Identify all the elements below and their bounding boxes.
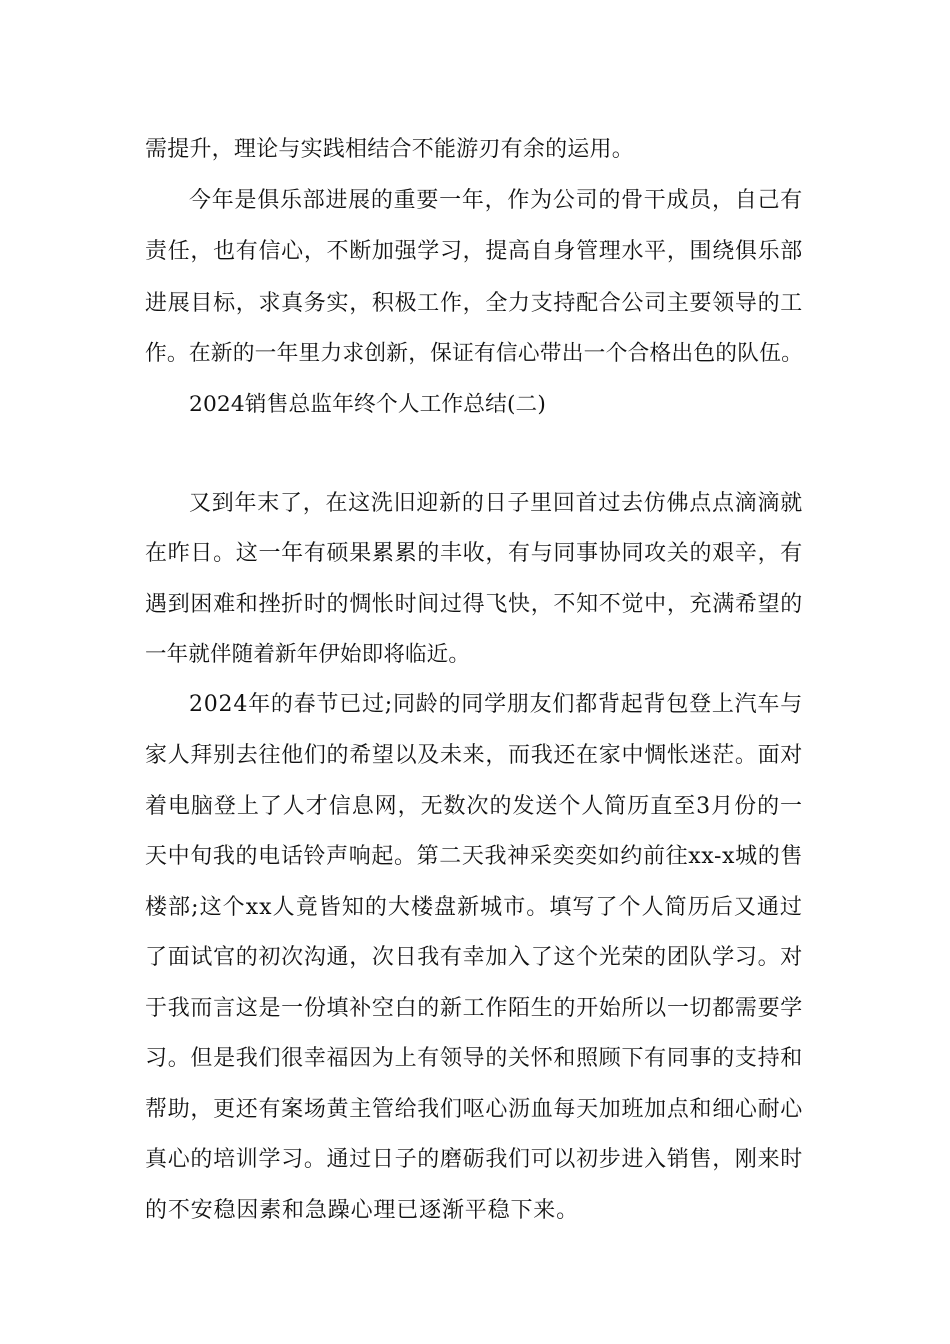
text-line: 又到年末了，在这洗旧迎新的日子里回首过去仿佛点点滴滴就	[189, 491, 803, 516]
text-line: 的不安稳因素和急躁心理已逐渐平稳下来。	[145, 1198, 579, 1223]
text-line: 一年就伴随着新年伊始即将临近。	[145, 642, 470, 667]
text-line: 楼部;这个xx人竟皆知的大楼盘新城市。填写了个人简历后又通过	[145, 895, 803, 920]
text-line: 作。在新的一年里力求创新，保证有信心带出一个合格出色的队伍。	[145, 341, 803, 366]
text-line: 天中旬我的电话铃声响起。第二天我神采奕奕如约前往xx-x城的售	[145, 844, 803, 869]
text-line: 真心的培训学习。通过日子的磨砺我们可以初步进入销售，刚来时	[145, 1147, 803, 1172]
text-line: 帮助，更还有案场黄主管给我们呕心沥血每天加班加点和细心耐心	[145, 1097, 803, 1122]
text-line: 着电脑登上了人才信息网，无数次的发送个人简历直至3月份的一	[145, 794, 803, 819]
text-line: 今年是俱乐部进展的重要一年，作为公司的骨干成员，自己有	[189, 188, 803, 213]
text-line: 于我而言这是一份填补空白的新工作陌生的开始所以一切都需要学	[145, 996, 803, 1021]
text-line: 责任，也有信心，不断加强学习，提高自身管理水平，围绕俱乐部	[145, 239, 803, 264]
section-heading: 2024销售总监年终个人工作总结(二)	[189, 392, 546, 417]
text-line: 在昨日。这一年有硕果累累的丰收，有与同事协同攻关的艰辛，有	[145, 541, 803, 566]
text-line: 遇到困难和挫折时的惆怅时间过得飞快，不知不觉中，充满希望的	[145, 592, 803, 617]
text-line: 需提升，理论与实践相结合不能游刃有余的运用。	[145, 137, 634, 162]
text-line: 家人拜别去往他们的希望以及未来，而我还在家中惆怅迷茫。面对	[145, 743, 803, 768]
text-line: 了面试官的初次沟通，次日我有幸加入了这个光荣的团队学习。对	[145, 945, 803, 970]
text-line: 2024年的春节已过;同龄的同学朋友们都背起背包登上汽车与	[189, 692, 803, 717]
text-line: 习。但是我们很幸福因为上有领导的关怀和照顾下有同事的支持和	[145, 1046, 803, 1071]
text-line: 进展目标，求真务实，积极工作，全力支持配合公司主要领导的工	[145, 291, 803, 316]
